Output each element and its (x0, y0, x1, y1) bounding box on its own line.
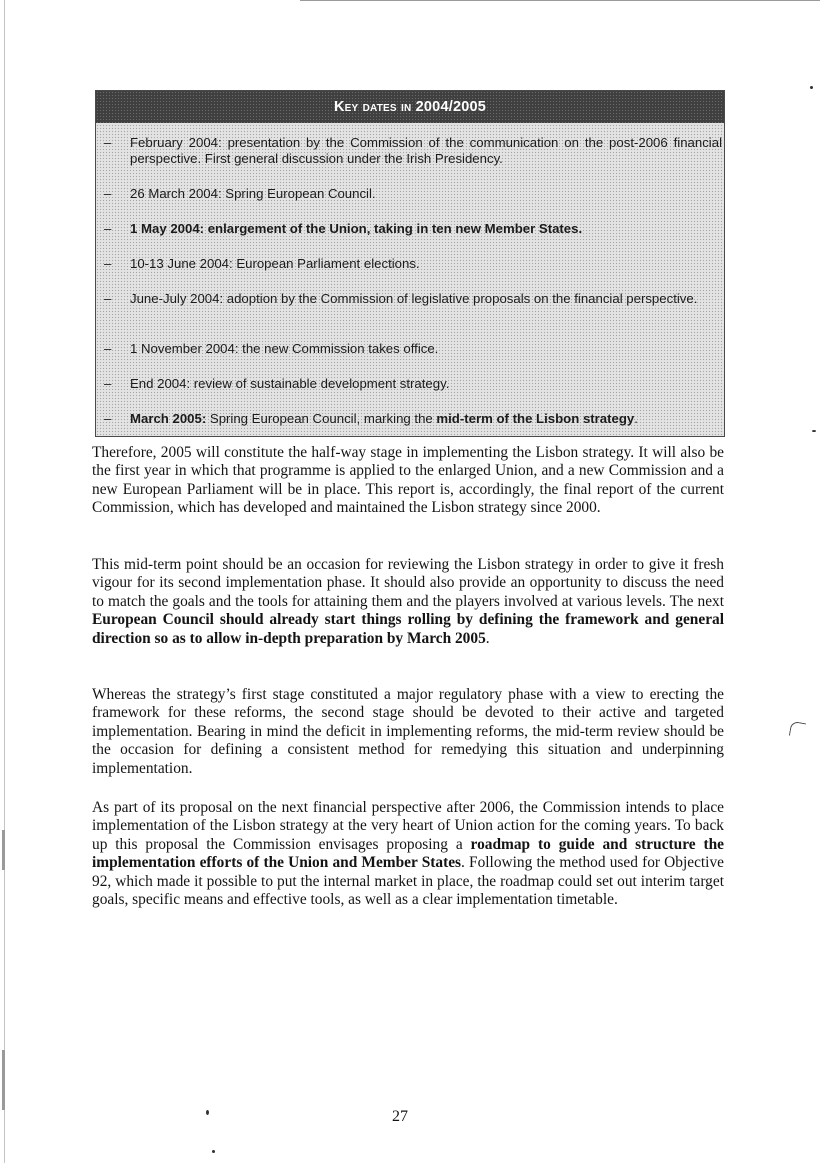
paragraph-text: This mid-term point should be an occasion for reviewing the Lisbon strategy in order to give it fresh vigour for its second implementation phase. It should also provide an opportunity to discuss the need to match the goals and the tools for attaining them and the players involved at various levels. The next (92, 556, 724, 610)
paragraph-roadmap (92, 799, 724, 909)
dash-marker: – (104, 341, 112, 356)
key-date-text: End 2004: review of sustainable development strategy. (130, 376, 450, 391)
key-dates-title-year: 2004/2005 (415, 99, 486, 115)
dash-marker: – (104, 291, 112, 306)
key-date-text (130, 411, 722, 427)
dash-marker: – (104, 411, 112, 426)
scan-speck (812, 430, 816, 432)
scan-speck (212, 1150, 215, 1153)
paragraph-emphasis: roadmap to guide and structure the implementation efforts of the Union and Member States (92, 835, 724, 872)
scan-speck (810, 86, 813, 89)
paragraph-mid-term-review (92, 556, 724, 648)
dash-marker: – (104, 221, 112, 236)
paragraph-halfway-stage: Therefore, 2005 will constitute the half-way stage in implementing the Lisbon strategy. It will also be the first year in which that programme is applied to the enlarged Union, and a new Commission and a new European Parliament will be in place. This report is, accordingly, the final report of the current Commission, which has developed and maintained the Lisbon strategy since 2000. (92, 444, 724, 517)
scan-mark (2, 1050, 5, 1110)
dash-marker: – (104, 256, 112, 271)
dash-marker: – (104, 376, 112, 391)
paragraph-end: . (485, 629, 490, 647)
scan-edge-top (300, 0, 820, 1)
dash-marker: – (104, 135, 112, 150)
key-dates-title-prefix: Key dates in (334, 99, 412, 115)
scan-mark (2, 830, 5, 870)
key-date-text: June-July 2004: adoption by the Commission of legislative proposals on the financial perspective. (130, 291, 698, 306)
key-date-text: 26 March 2004: Spring European Council. (130, 186, 376, 201)
key-date-item (96, 135, 724, 169)
key-date-text: 10-13 June 2004: European Parliament elections. (130, 256, 420, 271)
paragraph-emphasis: European Council should already start things rolling by defining the framework and general direction so as to allow in-depth preparation by March 2005 (92, 611, 724, 647)
key-date-middle: Spring European Council, marking the (206, 411, 437, 426)
paragraph-second-stage: Whereas the strategy’s first stage constituted a major regulatory phase with a view to erecting the framework for these reforms, the second stage should be devoted to their active and targeted implementation. Bearing in mind the deficit in implementing reforms, the mid-term review should be the occasion for defining a consistent method for remedying this situation and underpinning implementation. (92, 686, 724, 777)
scan-artifact (789, 721, 806, 738)
key-date-end: . (634, 411, 638, 426)
key-date-item (96, 291, 724, 325)
scan-speck (206, 1110, 209, 1115)
scan-edge-left (4, 0, 5, 1163)
dash-marker: – (104, 186, 112, 201)
key-dates-box (95, 90, 725, 437)
key-date-text: 1 November 2004: the new Commission takes office. (130, 341, 439, 356)
key-date-text: February 2004: presentation by the Commission of the communication on the post-2006 financial perspective. First general discussion under the Irish Presidency. (130, 135, 722, 166)
key-date-bold-text: 1 May 2004: enlargement of the Union, taking in ten new Member States. (130, 221, 583, 236)
paragraph-text: As part of its proposal on the next financial perspective after 2006, the Commission intends to place implementation of the Lisbon strategy at the very heart of Union action for the coming years. To back up this proposal the Commission envisages proposing a (92, 799, 724, 853)
key-dates-title (96, 91, 724, 123)
paragraph-end: . Following the method used for Objective 92, which made it possible to put the internal market in place, the roadmap could set out interim target goals, specific means and effective tools, as well as a clear implementation timetable. (92, 854, 724, 909)
key-date-bold-suffix: mid-term of the Lisbon strategy (436, 411, 635, 426)
page-number: 27 (392, 1108, 408, 1125)
key-date-bold-prefix: March 2005: (130, 411, 207, 426)
